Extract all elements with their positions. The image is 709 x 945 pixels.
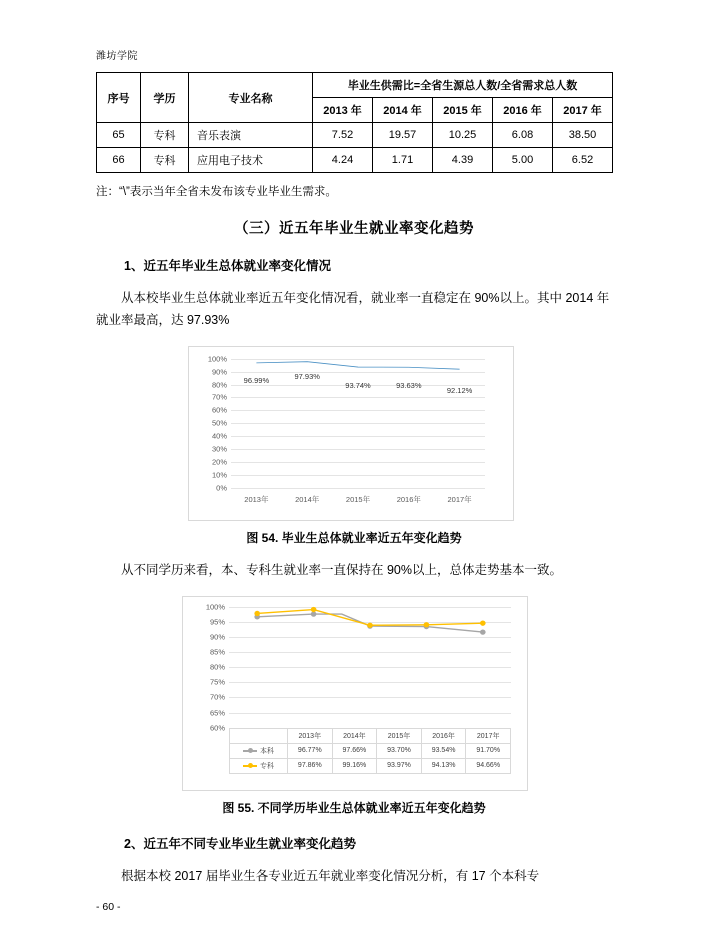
legend-xtick: 2017年 [466,728,511,743]
legend-row-college [230,758,511,773]
legend-value: 99.16% [332,758,377,773]
chart1-xtick: 2015年 [345,494,371,504]
chart-overall-employment-rate [188,346,514,521]
col-header-group: 毕业生供需比=全省生源总人数/全省需求总人数 [313,73,613,98]
subsection-heading-2: 2、近五年不同专业毕业生就业率变化趋势 [124,836,356,851]
chart2-markers [229,607,511,728]
chart1-data-label: 93.63% [396,380,422,390]
chart2-ytick: 65% [209,708,225,717]
cell-2016: 5.00 [493,148,553,173]
page-content [96,72,612,888]
chart2-ytick: 80% [209,662,225,672]
legend-value: 91.70% [466,743,511,758]
cell-degree: 专科 [141,123,189,148]
legend-header-row [230,728,511,743]
col-header-year-2016: 2016 年 [493,98,553,123]
cell-2015: 10.25 [433,123,493,148]
page-header: 潍坊学院 [96,51,138,62]
supply-demand-table [96,72,613,173]
cell-2016: 6.08 [493,123,553,148]
chart1-ytick: 0% [216,483,227,493]
legend-value: 94.66% [466,758,511,773]
chart1-data-label: 97.93% [294,371,320,381]
cell-2017: 6.52 [553,148,613,173]
cell-2014: 1.71 [373,148,433,173]
legend-value: 93.70% [377,743,422,758]
paragraph-3: 根据本校 2017 届毕业生各专业近五年就业率变化情况分析，有 17 个本科专 [121,868,540,883]
table-row [97,148,613,173]
chart1-ytick: 70% [211,392,227,402]
col-header-year-2013: 2013 年 [313,98,373,123]
table-note: 注：“\”表示当年全省未发布该专业毕业生需求。 [96,186,337,198]
chart1-ytick: 90% [211,367,227,377]
table-header-row [97,73,613,98]
page-number: - 60 - [96,901,121,913]
cell-degree: 专科 [141,148,189,173]
legend-swatch-icon [243,750,257,752]
cell-no: 65 [97,123,141,148]
chart1-ytick: 30% [211,444,227,454]
chart2-ytick: 95% [209,617,225,627]
legend-value: 94.13% [421,758,466,773]
legend-value: 93.97% [377,758,422,773]
chart1-ytick: 50% [211,418,227,428]
chart1-ytick: 40% [211,431,227,441]
legend-xtick: 2014年 [332,728,377,743]
chart1-ytick: 80% [211,380,227,390]
figure-54-caption: 图 54. 毕业生总体就业率近五年变化趋势 [246,530,462,545]
legend-xtick: 2015年 [377,728,422,743]
legend-xtick: 2013年 [288,728,333,743]
col-header-degree: 学历 [141,73,189,123]
cell-2015: 4.39 [433,148,493,173]
col-header-year-2014: 2014 年 [373,98,433,123]
paragraph-2: 从不同学历来看，本、专科生就业率一直保持在 90%以上，总体走势基本一致。 [121,562,562,577]
legend-swatch-icon [243,765,257,767]
chart1-xtick: 2013年 [244,494,269,504]
chart2-ytick: 100% [205,602,225,612]
chart1-ytick: 10% [211,470,227,480]
col-header-no: 序号 [97,73,141,123]
cell-no: 66 [97,148,141,173]
chart1-ytick: 60% [211,405,227,415]
legend-value: 93.54% [421,743,466,758]
col-header-year-2017: 2017 年 [553,98,613,123]
cell-major: 音乐表演 [189,123,313,148]
table-row [97,123,613,148]
chart2-plot-area [205,602,511,733]
chart2-legend-table [229,728,511,784]
chart2-ytick: 85% [209,647,225,657]
chart1-plot-area [207,354,485,493]
cell-2017: 38.50 [553,123,613,148]
legend-label-undergraduate: 本科 [230,743,288,758]
figure-55-caption: 图 55. 不同学历毕业生总体就业率近五年变化趋势 [222,800,486,815]
legend-xtick: 2016年 [421,728,466,743]
legend-value: 96.77% [288,743,333,758]
paragraph-1: 从本校毕业生总体就业率近五年变化情况看，就业率一直稳定在 90%以上。其中 2014 年就业率最高，达 97.93% [96,291,610,327]
chart1-x-axis [231,494,485,508]
chart1-xtick: 2017年 [447,494,472,504]
subsection-heading-1: 1、近五年毕业生总体就业率变化情况 [124,259,331,273]
chart1-xtick: 2016年 [396,494,421,504]
chart2-ytick: 90% [209,632,225,642]
chart2-ytick: 70% [209,692,225,702]
col-header-major: 专业名称 [189,73,313,123]
legend-value: 97.86% [288,758,333,773]
chart-employment-rate-by-degree [182,596,528,791]
legend-label-college: 专科 [230,758,288,773]
legend-row-undergraduate [230,743,511,758]
chart1-data-label: 93.74% [345,380,371,390]
chart2-ytick: 75% [209,677,225,687]
chart1-data-label: 96.99% [243,375,270,385]
chart1-ytick: 100% [207,354,227,364]
chart2-ytick: 60% [209,723,225,733]
chart1-xtick: 2014年 [295,494,320,504]
section-heading: （三）近五年毕业生就业率变化趋势 [234,221,474,237]
legend-corner [230,728,288,743]
cell-2013: 4.24 [313,148,373,173]
chart1-ytick: 20% [211,457,227,467]
chart1-data-label: 92.12% [446,385,473,395]
cell-major: 应用电子技术 [189,148,313,173]
legend-value: 97.66% [332,743,377,758]
cell-2014: 19.57 [373,123,433,148]
col-header-year-2015: 2015 年 [433,98,493,123]
cell-2013: 7.52 [313,123,373,148]
